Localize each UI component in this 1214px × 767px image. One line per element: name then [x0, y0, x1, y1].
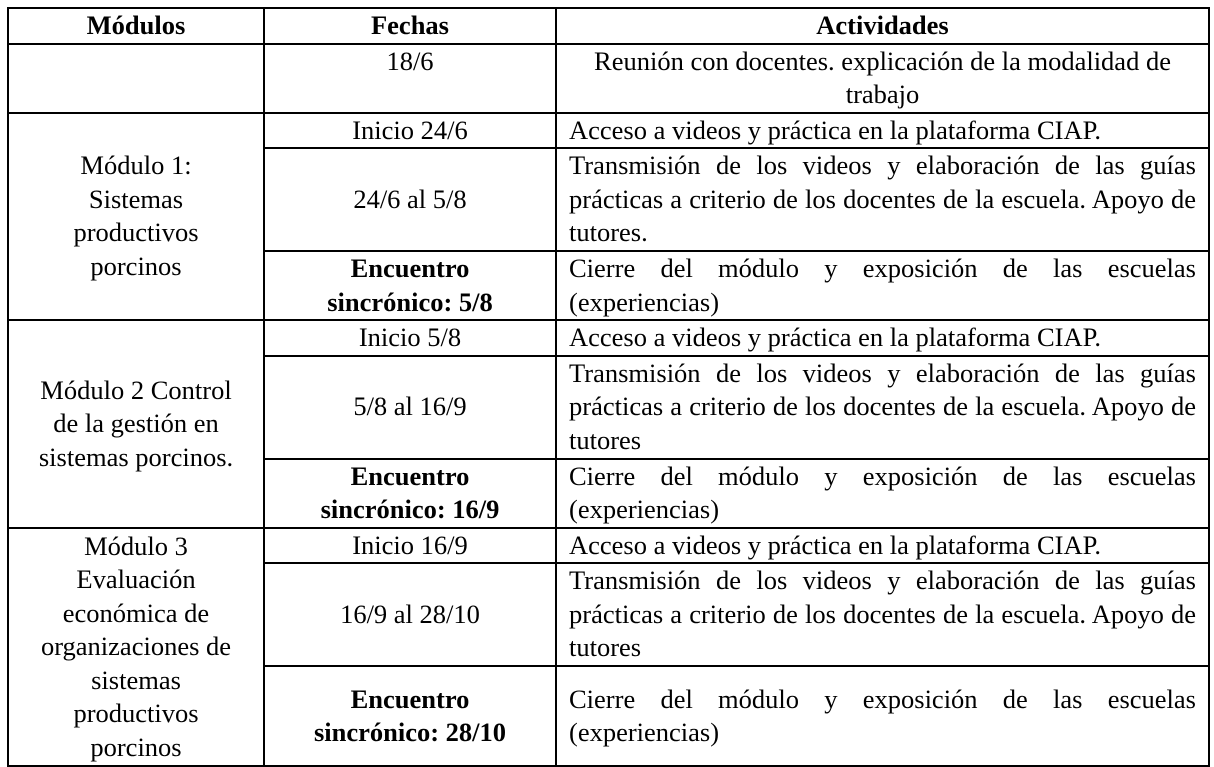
table-row — [8, 320, 1209, 356]
module-2-fecha-inicio: Inicio 5/8 — [264, 320, 556, 356]
module-3-fecha-encuentro: Encuentro sincrónico: 28/10 — [264, 666, 556, 766]
module-3-actividad-encuentro: Cierre del módulo y exposición de las escuelas (experiencias) — [556, 666, 1209, 766]
module-1-name: Módulo 1: Sistemas productivos porcinos — [8, 113, 264, 321]
module-1-fecha-periodo: 24/6 al 5/8 — [264, 148, 556, 251]
module-1-fecha-inicio: Inicio 24/6 — [264, 113, 556, 149]
header-fechas: Fechas — [264, 8, 556, 44]
module-2-actividad-encuentro: Cierre del módulo y exposición de las escuelas (experiencias) — [556, 459, 1209, 528]
module-3-name: Módulo 3 Evaluación económica de organizaciones de sistemas productivos porcinos — [8, 528, 264, 767]
module-1-actividad-periodo: Transmisión de los videos y elaboración de las guías prácticas a criterio de los docentes de la escuela. Apoyo de tutores. — [556, 148, 1209, 251]
header-row — [8, 8, 1209, 44]
module-1-fecha-encuentro: Encuentro sincrónico: 5/8 — [264, 251, 556, 320]
module-2-name: Módulo 2 Control de la gestión en sistemas porcinos. — [8, 320, 264, 528]
module-2-actividad-inicio: Acceso a videos y práctica en la plataforma CIAP. — [556, 320, 1209, 356]
module-3-fecha-periodo: 16/9 al 28/10 — [264, 563, 556, 666]
intro-row — [8, 44, 1209, 113]
module-3-actividad-inicio: Acceso a videos y práctica en la plataforma CIAP. — [556, 528, 1209, 564]
intro-modulo — [8, 44, 264, 113]
intro-actividad: Reunión con docentes. explicación de la modalidad de trabajo — [556, 44, 1209, 113]
module-2-fecha-periodo: 5/8 al 16/9 — [264, 356, 556, 459]
module-2-fecha-encuentro: Encuentro sincrónico: 16/9 — [264, 459, 556, 528]
table-row — [8, 528, 1209, 564]
intro-fecha: 18/6 — [264, 44, 556, 113]
table-row — [8, 113, 1209, 149]
header-actividades: Actividades — [556, 8, 1209, 44]
module-1-actividad-encuentro: Cierre del módulo y exposición de las escuelas (experiencias) — [556, 251, 1209, 320]
header-modulos: Módulos — [8, 8, 264, 44]
module-1-actividad-inicio: Acceso a videos y práctica en la plataforma CIAP. — [556, 113, 1209, 149]
schedule-table — [7, 7, 1210, 767]
module-3-actividad-periodo: Transmisión de los videos y elaboración de las guías prácticas a criterio de los docentes de la escuela. Apoyo de tutores — [556, 563, 1209, 666]
module-3-fecha-inicio: Inicio 16/9 — [264, 528, 556, 564]
module-2-actividad-periodo: Transmisión de los videos y elaboración de las guías prácticas a criterio de los docentes de la escuela. Apoyo de tutores — [556, 356, 1209, 459]
